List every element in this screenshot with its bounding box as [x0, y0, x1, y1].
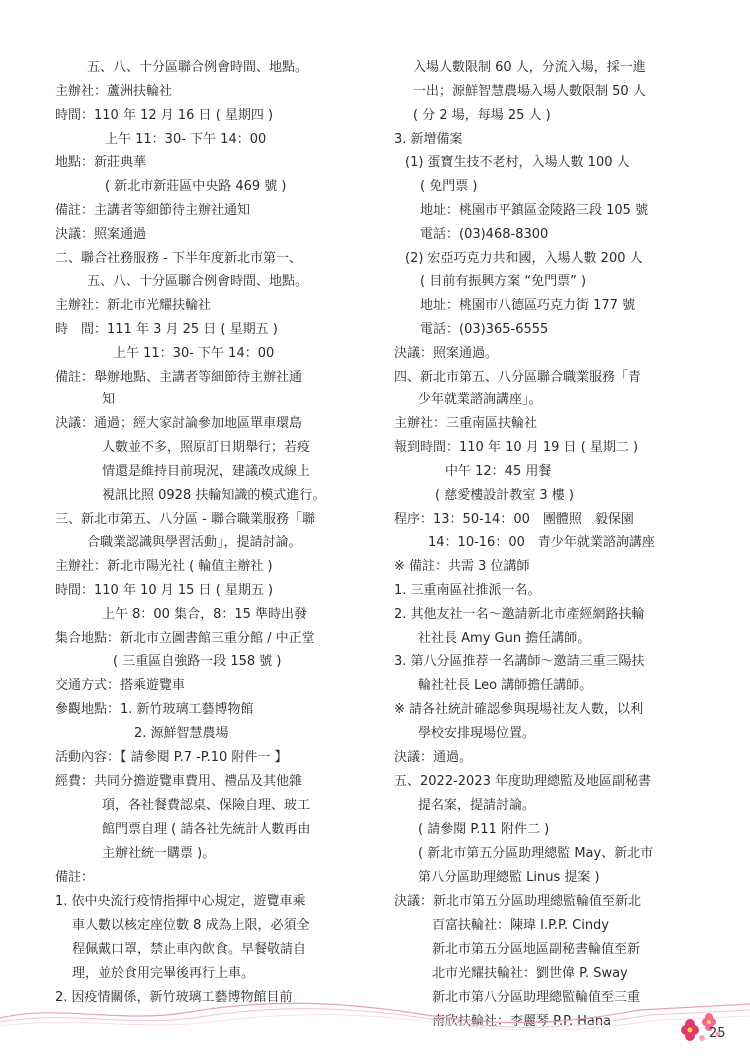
text-line: 上午 11：30- 下午 14：00	[113, 346, 275, 361]
text-line: 入場人數限制 60 人，分流入場，採一進	[413, 60, 646, 75]
text-line: 主辦社：新北市光耀扶輪社	[55, 298, 212, 313]
text-line: 決議：照案通過	[55, 227, 147, 242]
text-line: 時間：110 年 10 月 15 日 ( 星期五 )	[55, 583, 274, 598]
text-line: 2. 因疫情關係，新竹玻璃工藝博物館目前	[55, 990, 293, 1005]
text-line: ( 目前有振興方案 “免門票” )	[420, 274, 587, 289]
text-line: 3. 第八分區推荐一名講師～邀請三重三陽扶	[394, 654, 645, 669]
text-line: 視訊比照 0928 扶輪知識的模式進行。	[102, 488, 326, 503]
text-line: 交通方式：搭乘遊覽車	[55, 678, 186, 693]
text-line: 人數並不多，照原訂日期舉行；若疫	[102, 440, 311, 455]
text-line: (2) 宏亞巧克力共和國，入場人數 200 人	[405, 251, 643, 266]
text-line: 參觀地點：1. 新竹玻璃工藝博物館	[55, 702, 254, 717]
text-line: 地址：桃園市平鎮區金陵路三段 105 號	[420, 203, 649, 218]
text-line: ( 新北市新莊區中央路 469 號 )	[105, 179, 287, 194]
text-line: 理，並於食用完畢後再行上車。	[72, 966, 255, 981]
text-line: 程佩戴口罩，禁止車內飲食。早餐敬請自	[72, 942, 307, 957]
text-line: 備註：舉辦地點、主講者等細節待主辦社通	[55, 370, 303, 385]
text-line: 3. 新增備案	[394, 132, 463, 147]
decorative-wave	[0, 990, 750, 1030]
text-line: 合職業認識與學習活動」，提請討論。	[87, 535, 302, 550]
text-line: ( 分 2 場，每場 25 人 )	[413, 108, 551, 123]
text-line: 中午 12：45 用餐	[445, 464, 552, 479]
text-line: 活動內容：【 請參閱 P.7 -P.10 附件一 】	[55, 750, 288, 765]
text-line: 2. 源鮮智慧農場	[134, 726, 229, 741]
text-line: 一出；源鮮智慧農場入場人數限制 50 人	[413, 84, 646, 99]
text-line: 情還是維持目前現況，建議改成線上	[102, 464, 311, 479]
text-line: 車人數以核定座位數 8 成為上限，必須全	[72, 918, 310, 933]
text-line: 報到時間：110 年 10 月 19 日 ( 星期二 )	[394, 440, 639, 455]
text-line: 四、新北市第五、八分區聯合職業服務「青	[394, 370, 642, 385]
text-line: 1. 三重南區社推派一名。	[394, 583, 541, 598]
text-line: 南欣扶輪社：李麗琴 P.P. Hana	[432, 1014, 612, 1029]
text-line: 決議：新北市第五分區助理總監輪值至新北	[394, 894, 642, 909]
text-line: 電話：(03)468-8300	[420, 227, 549, 242]
text-line: 輪社社長 Leo 講師擔任講師。	[418, 678, 593, 693]
text-line: 主辦社：蘆洲扶輪社	[55, 84, 173, 99]
text-line: 五、2022-2023 年度助理總監及地區副秘書	[394, 774, 651, 789]
text-line: 電話：(03)365-6555	[420, 322, 549, 337]
text-line: 決議：通過；經大家討論參加地區單車環島	[55, 416, 303, 431]
text-line: 決議：通過。	[394, 750, 473, 765]
text-line: 五、八、十分區聯合例會時間、地點。	[87, 274, 309, 289]
text-line: 地點：新莊典華	[55, 155, 147, 170]
text-line: ( 免門票 )	[420, 179, 478, 194]
text-line: 上午 8：00 集合，8：15 準時出發	[102, 607, 308, 622]
text-line: 14：10-16：00 青少年就業諮詢講座	[428, 535, 655, 550]
text-line: 館門票自理 ( 請各社先統計人數再由	[102, 822, 311, 837]
text-line: ( 慈愛樓設計教室 3 樓 )	[435, 488, 574, 503]
text-line: ※ 備註：共需 3 位講師	[394, 559, 530, 574]
text-line: 少年就業諮詢講座」。	[418, 392, 542, 407]
text-line: 備註：主講者等細節待主辦社通知	[55, 203, 251, 218]
text-line: 知	[102, 392, 116, 407]
text-line: ( 請參閱 P.11 附件二 )	[418, 822, 550, 837]
page-number: 25	[709, 1026, 726, 1041]
text-line: 時間：110 年 12 月 16 日 ( 星期四 )	[55, 108, 274, 123]
text-line: ( 三重區自強路一段 158 號 )	[113, 654, 282, 669]
text-line: 備註：	[55, 870, 95, 885]
text-line: 地址：桃園市八德區巧克力街 177 號	[420, 298, 636, 313]
text-line: 主辦社：新北市陽光社 ( 輪值主辦社 )	[55, 559, 273, 574]
text-line: 決議：照案通過。	[394, 346, 499, 361]
text-line: 集合地點：新北市立圖書館三重分館 / 中正堂	[55, 631, 315, 646]
text-line: 北市光耀扶輪社：劉世偉 P. Sway	[432, 966, 628, 981]
text-line: 學校安排現場位置。	[418, 726, 536, 741]
text-line: 提名案，提請討論。	[418, 798, 536, 813]
text-line: 五、八、十分區聯合例會時間、地點。	[87, 60, 309, 75]
text-line: 主辦社：三重南區扶輪社	[394, 416, 538, 431]
text-line: 程序：13：50-14：00 團體照 毅保園	[394, 512, 634, 527]
text-line: 二、聯合社務服務 - 下半年度新北市第一、	[55, 251, 302, 266]
text-line: ( 新北市第五分區助理總監 May、新北市	[418, 846, 654, 861]
text-line: 新北市第五分區地區副秘書輪值至新	[432, 942, 641, 957]
text-line: 社社長 Amy Gun 擔任講師。	[418, 631, 591, 646]
text-line: 項，各社餐費認桌、保險自理、玻工	[102, 798, 311, 813]
text-line: 經費：共同分擔遊覽車費用、禮品及其他雜	[55, 774, 303, 789]
text-line: ※ 請各社統計確認參與現場社友人數，以利	[394, 702, 644, 717]
text-line: 上午 11：30- 下午 14：00	[105, 132, 267, 147]
text-line: 三、新北市第五、八分區 - 聯合職業服務「聯	[55, 512, 315, 527]
text-line: 第八分區助理總監 Linus 提案 )	[418, 870, 600, 885]
text-line: 主辦社統一購票 )。	[102, 846, 216, 861]
text-line: 時 間：111 年 3 月 25 日 ( 星期五 )	[55, 322, 278, 337]
text-line: (1) 蛋寶生技不老村，入場人數 100 人	[405, 155, 630, 170]
text-line: 1. 依中央流行疫情指揮中心規定，遊覽車乘	[55, 894, 306, 909]
text-line: 新北市第八分區助理總監輪值至三重	[432, 990, 641, 1005]
text-line: 百富扶輪社：陳瑋 I.P.P. Cindy	[432, 918, 609, 933]
text-line: 2. 其他友社一名～邀請新北市產經網路扶輪	[394, 607, 645, 622]
